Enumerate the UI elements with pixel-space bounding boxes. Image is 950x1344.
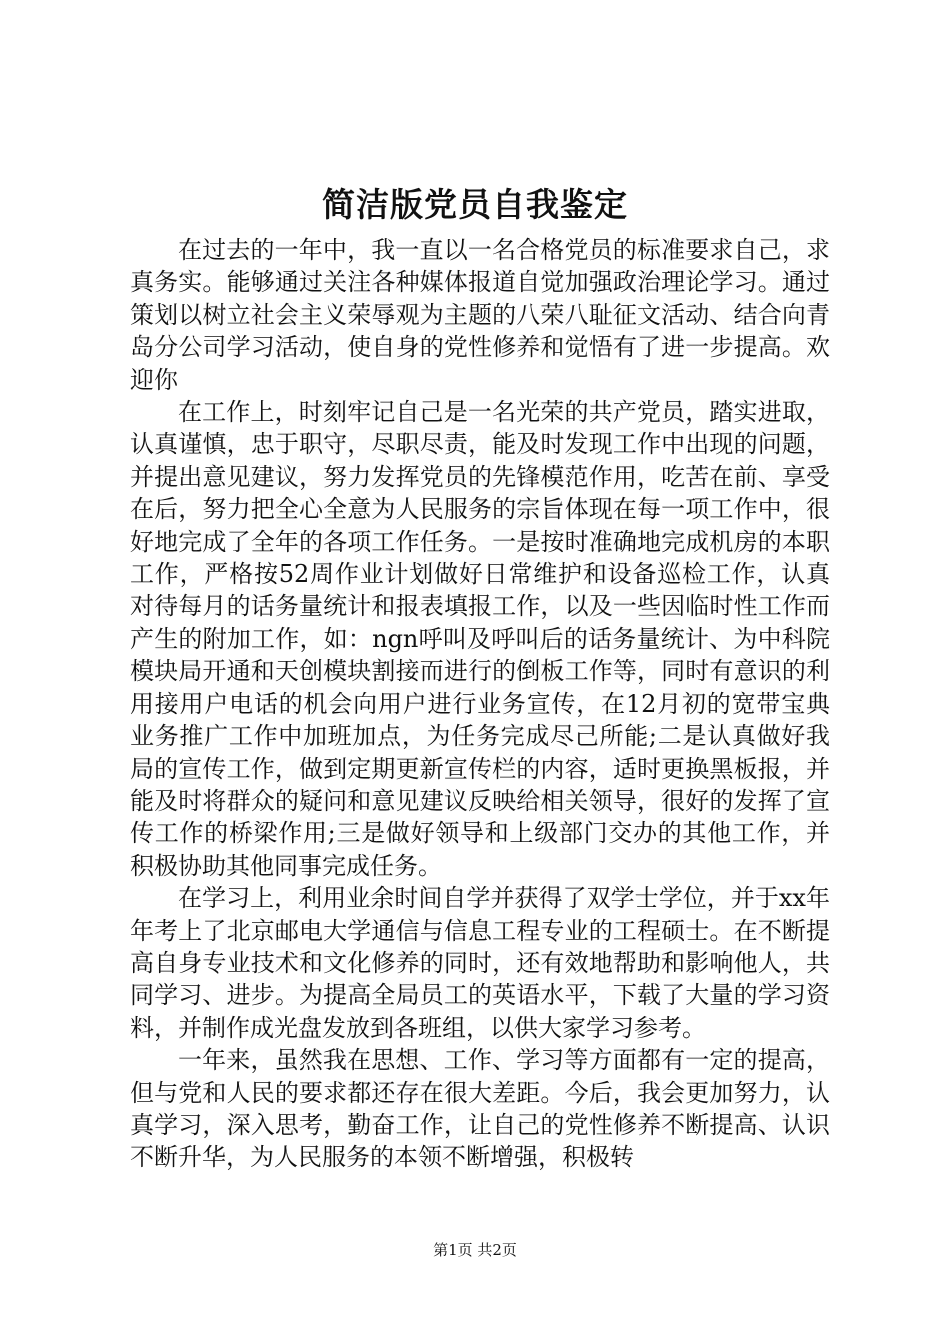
paragraph-4: 一年来，虽然我在思想、工作、学习等方面都有一定的提高，但与党和人民的要求都还存在很大差距。今后，我会更加努力，认真学习，深入思考，勤奋工作，让自己的党性修养不断提高、认识不断升华，为人民服务的本领不断增强，积极转 bbox=[130, 1046, 830, 1172]
paragraph-1: 在过去的一年中，我一直以一名合格党员的标准要求自己，求真务实。能够通过关注各种媒体报道自觉加强政治理论学习。通过策划以树立社会主义荣辱观为主题的八荣八耻征文活动、结合向青岛分公司学习活动，使自身的党性修养和觉悟有了进一步提高。欢迎你 bbox=[130, 236, 830, 394]
document-body bbox=[130, 234, 830, 1174]
document-title: 简洁版党员自我鉴定 bbox=[322, 185, 628, 224]
paragraph-2: 在工作上，时刻牢记自己是一名光荣的共产党员，踏实进取，认真谨慎，忠于职守，尽职尽责，能及时发现工作中出现的问题，并提出意见建议，努力发挥党员的先锋模范作用，吃苦在前、享受在后，努力把全心全意为人民服务的宗旨体现在每一项工作中，很好地完成了全年的各项工作任务。一是按时准确地完成机房的本职工作，严格按52周作业计划做好日常维护和设备巡检工作，认真对待每月的话务量统计和报表填报工作，以及一些因临时性工作而产生的附加工作，如：ngn呼叫及呼叫后的话务量统计、为中科院模块局开通和天创模块割接而进行的倒板工作等，同时有意识的利用接用户电话的机会向用户进行业务宣传，在12月初的宽带宝典业务推广工作中加班加点，为任务完成尽己所能;二是认真做好我局的宣传工作，做到定期更新宣传栏的内容，适时更换黑板报，并能及时将群众的疑问和意见建议反映给相关领导，很好的发挥了宣传工作的桥梁作用;三是做好领导和上级部门交办的其他工作，并积极协助其他同事完成任务。 bbox=[130, 398, 830, 880]
page-number-footer: 第1页 共2页 bbox=[433, 1241, 517, 1259]
paragraph-3: 在学习上，利用业余时间自学并获得了双学士学位，并于xx年年考上了北京邮电大学通信与信息工程专业的工程硕士。在不断提高自身专业技术和文化修养的同时，还有效地帮助和影响他人，共同学习、进步。为提高全局员工的英语水平，下载了大量的学习资料，并制作成光盘发放到各班组，以供大家学习参考。 bbox=[130, 884, 830, 1042]
